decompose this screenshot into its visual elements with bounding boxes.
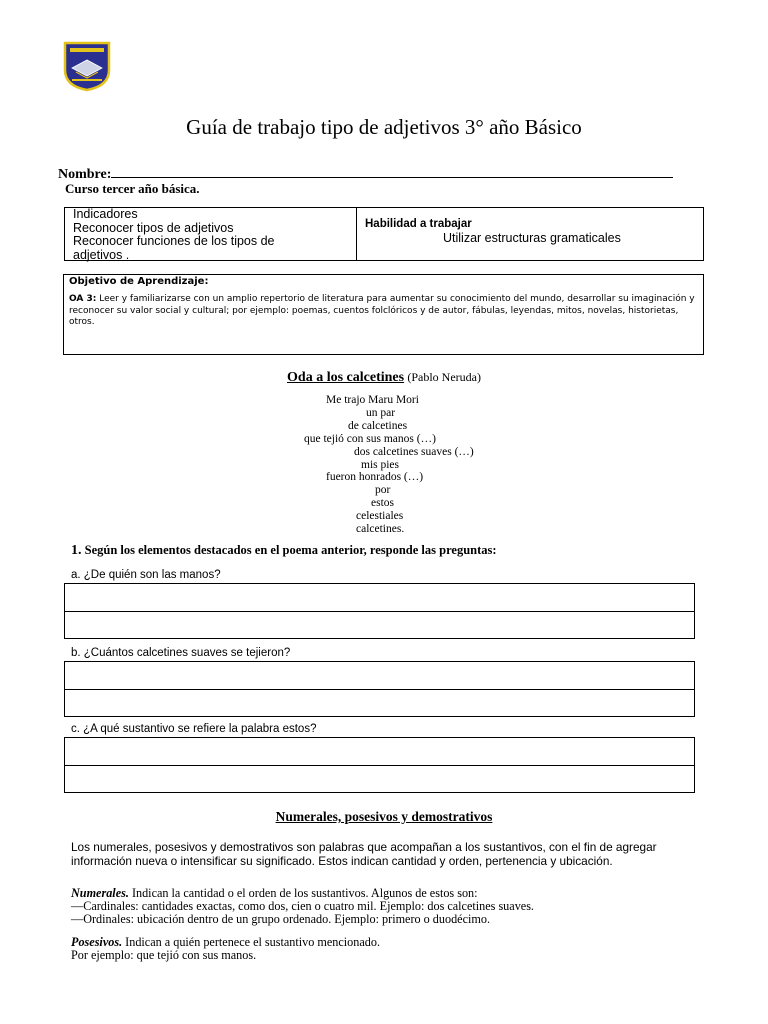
skill-cell (357, 208, 703, 260)
objective-description: Leer y familiarizarse con un amplio repertorio de literatura para aumentar su conocimiento del mundo, desarrollar su imaginación y reconocer su valor social y cultural; por ejemplo: poemas, cuentos folclóricos y de autor, fábulas, leyendas, mitos, novelas, historietas, otros. (69, 294, 695, 327)
shield-icon (62, 40, 112, 92)
indicators-line: Reconocer funciones de los tipos de (73, 234, 275, 248)
answer-box-c[interactable] (64, 737, 695, 793)
answer-line[interactable] (65, 765, 694, 792)
answer-line[interactable] (65, 662, 694, 689)
indicators-table (64, 207, 704, 261)
questions-header (71, 543, 497, 559)
answer-line[interactable] (65, 738, 694, 765)
poem-line: de calcetines (348, 420, 408, 432)
poem-line: que tejió con sus manos (…) (304, 433, 436, 445)
numerales-definition (71, 887, 711, 900)
posesivos-text: Indican a quién pertenece el sustantivo mencionado. (122, 935, 380, 949)
poem-line: Me trajo Maru Mori (326, 394, 419, 406)
numerales-item: —Ordinales: ubicación dentro de un grupo ordenado. Ejemplo: primero o duodécimo. (71, 911, 491, 926)
skill-title: Habilidad a trabajar (365, 218, 472, 230)
poem-line: mis pies (361, 459, 400, 471)
numerales-block (71, 887, 711, 925)
section-title: Numerales, posesivos y demostrativos (275, 809, 493, 824)
poem-line: calcetines. (356, 523, 405, 535)
numerales-keyword: Numerales. (71, 886, 129, 900)
questions-instruction: Según los elementos destacados en el poema anterior, responde las preguntas: (84, 543, 497, 557)
poem-line: fueron honrados (…) (326, 471, 424, 483)
poem-line: un par (366, 407, 396, 419)
answer-box-a[interactable] (64, 583, 695, 639)
posesivos-definition (71, 936, 711, 949)
indicators-cell (65, 208, 357, 260)
indicators-line: Indicadores (73, 207, 138, 221)
poem-title: Oda a los calcetines (287, 370, 405, 385)
objective-text (69, 294, 698, 329)
posesivos-keyword: Posesivos. (71, 935, 123, 949)
answer-line[interactable] (65, 584, 694, 611)
poem-line: por (375, 484, 391, 496)
poem-line: dos calcetines suaves (…) (354, 446, 474, 458)
poem-author: (Pablo Neruda) (407, 370, 481, 384)
course-label: Curso tercer año básica. (65, 181, 200, 196)
poem-line: celestiales (356, 510, 404, 522)
poem-heading (0, 369, 768, 386)
name-label: Nombre: (58, 167, 112, 182)
posesivos-example: Por ejemplo: que tejió con sus manos. (71, 947, 257, 962)
numerales-item: —Cardinales: cantidades exactas, como dos, cien o cuatro mil. Ejemplo: dos calcetines suaves. (71, 898, 534, 913)
answer-line[interactable] (65, 689, 694, 716)
page-title: Guía de trabajo tipo de adjetivos 3° año Básico (186, 115, 582, 139)
skill-text: Utilizar estructuras gramaticales (443, 231, 621, 245)
poem-line: estos (371, 497, 394, 509)
numerales-text: Indican la cantidad o el orden de los sustantivos. Algunos de estos son: (128, 886, 478, 900)
question-b-label: b. ¿Cuántos calcetines suaves se tejieron? (71, 647, 291, 659)
answer-line[interactable] (65, 611, 694, 638)
indicators-line: adjetivos . (73, 247, 130, 262)
question-number: 1. (71, 543, 82, 558)
question-c-label: c. ¿A qué sustantivo se refiere la palabra estos? (71, 723, 317, 735)
question-a-label: a. ¿De quién son las manos? (71, 569, 221, 581)
name-underline[interactable] (111, 165, 673, 178)
indicators-line: Reconocer tipos de adjetivos (73, 220, 234, 235)
posesivos-block (71, 936, 711, 962)
section-intro: Los numerales, posesivos y demostrativos son palabras que acompañan a los sustantivos, con el fin de agregar información nueva o intensificar su significado. Estos indican cantidad y orden, pertenencia y ubicación. (71, 840, 657, 868)
objective-code: OA 3: (69, 294, 97, 304)
answer-box-b[interactable] (64, 661, 695, 717)
school-logo (62, 40, 112, 90)
objective-title: Objetivo de Aprendizaje: (69, 276, 209, 287)
learning-objective-box (63, 274, 704, 355)
